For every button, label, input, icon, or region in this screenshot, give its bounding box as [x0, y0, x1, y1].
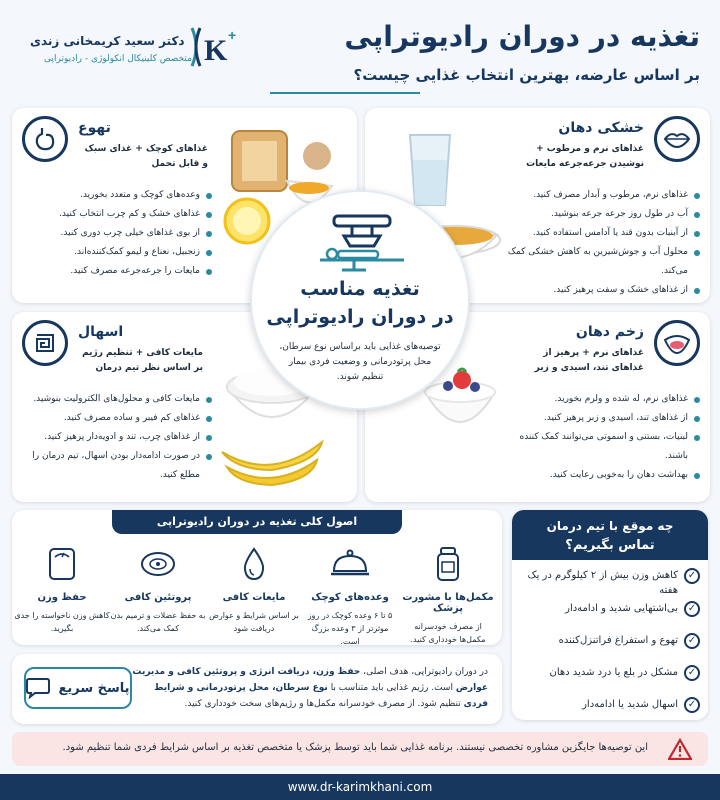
- card-list: [500, 390, 700, 485]
- list-item: غذاهای نرم، له شده و ولرم بخورید.: [500, 390, 700, 409]
- principle-desc: به حفظ عضلات و ترمیم بدن کمک می‌کند.: [110, 611, 206, 633]
- summary-highlight: نوع سرطان، محل پرتودرمانی و شرایط فردی: [154, 683, 488, 709]
- check-icon: ✓: [684, 697, 700, 713]
- header: [12, 10, 708, 90]
- principle-item: [14, 544, 110, 635]
- meal-cloche-icon: [302, 544, 398, 584]
- card-title: اسهال: [78, 324, 124, 340]
- card-list: [500, 186, 700, 300]
- quick-answer-button[interactable]: [24, 667, 132, 709]
- list-item: از غذاهای تند، اسیدی و زبر پرهیز کنید.: [500, 409, 700, 428]
- summary-panel: [12, 654, 502, 724]
- list-item: لبنیات، بستنی و اسموتی می‌توانند کمک کننده باشند.: [500, 428, 700, 466]
- principle-item: [206, 544, 302, 635]
- check-icon: ✓: [684, 568, 700, 584]
- card-list: [22, 390, 212, 485]
- center-title: [252, 275, 468, 331]
- chat-bubble-icon: [26, 677, 50, 699]
- contact-list: [512, 568, 708, 720]
- summary-part: تنظیم شود. از مصرف خودسرانه مکمل‌ها و رژیم‌های سخت خودداری کنید.: [184, 699, 461, 709]
- contact-item: [512, 601, 708, 630]
- check-icon: ✓: [684, 601, 700, 617]
- contact-item-text: بی‌اشتهایی شدید و ادامه‌دار: [565, 603, 678, 614]
- supplement-bottle-icon: [400, 544, 496, 584]
- list-item: وعده‌های کوچک و متعدد بخورید.: [22, 186, 212, 205]
- principle-item: [302, 544, 398, 648]
- card-title: خشکی دهان: [558, 120, 644, 136]
- list-item: غذاهای خشک و کم چرب انتخاب کنید.: [22, 205, 212, 224]
- contact-title-line1: چه موقع با تیم درمان: [546, 519, 674, 533]
- summary-highlight: حفظ وزن، دریافت انرژی و پروتئین کافی و مدیریت عوارض: [132, 667, 488, 693]
- principle-title: مایعات کافی: [222, 592, 286, 603]
- principles-panel: [12, 510, 502, 645]
- principles-title: اصول کلی تغذیه در دوران رادیوتراپی: [112, 510, 402, 534]
- principle-desc: ۵ تا ۶ وعده کوچک در روز موثرتر از ۳ وعده بزرگ است.: [307, 611, 393, 646]
- principle-title: حفظ وزن: [37, 592, 87, 603]
- check-icon: ✓: [684, 665, 700, 681]
- warning-triangle-icon: [668, 738, 692, 760]
- principle-desc: از مصرف خودسرانه مکمل‌ها خودداری کنید.: [410, 622, 486, 644]
- card-subtitle: مایعات کافی + تنظیم رژیم بر اساس نظر تیم درمان: [82, 348, 203, 373]
- intestine-icon: [22, 320, 68, 366]
- card-title: زخم دهان: [575, 324, 644, 340]
- list-item: بهداشت دهان را به‌خوبی رعایت کنید.: [500, 466, 700, 485]
- principle-desc: بر اساس شرایط و عوارض دریافت شود: [209, 611, 299, 633]
- center-title-line2: در دوران رادیوتراپی: [266, 306, 454, 328]
- principle-desc: کاهش وزن ناخواسته را جدی بگیرید.: [14, 611, 110, 633]
- svg-text:+: +: [228, 27, 237, 43]
- contact-panel: [512, 510, 708, 720]
- water-drop-icon: [206, 544, 302, 584]
- card-subtitle: غذاهای کوچک + غذای سبک و قابل تحمل: [84, 144, 208, 169]
- radiotherapy-machine-icon: [314, 214, 410, 272]
- list-item: از غذاهای خشک و سفت پرهیز کنید.: [500, 281, 700, 300]
- contact-item-text: تهوع و استفراغ فراتنزل‌کننده: [558, 635, 678, 646]
- open-mouth-icon: [654, 320, 700, 366]
- card-title: تهوع: [78, 120, 111, 136]
- list-item: در صورت ادامه‌دار بودن اسهال، تیم درمان را مطلع کنید.: [22, 447, 212, 485]
- list-item: زنجبیل، نعناع و لیمو کمک‌کننده‌اند.: [22, 243, 212, 262]
- contact-item-text: مشکل در بلع یا درد شدید دهان: [549, 667, 678, 678]
- center-description: توصیه‌های غذایی باید براساس نوع سرطان، محل پرتودرمانی و وضعیت فردی بیمار تنظیم شوند.: [279, 342, 441, 382]
- contact-title: [512, 510, 708, 560]
- warning-text: این توصیه‌ها جایگزین مشاوره تخصصی نیستند. برنامه غذایی شما باید توسط پزشک یا متخصص تغذیه بر اساس شرایط فردی شما تنظیم شود.: [62, 742, 648, 753]
- card-subtitle: غذاهای نرم و مرطوب + نوشیدن جرعه‌جرعه مایعات: [526, 144, 644, 169]
- protein-steak-icon: [110, 544, 206, 584]
- list-item: غذاهای کم فیبر و ساده مصرف کنید.: [22, 409, 212, 428]
- principle-item: [110, 544, 206, 635]
- contact-item: [512, 665, 708, 694]
- footer-website[interactable]: www.dr-karimkhani.com: [0, 774, 720, 800]
- list-item: غذاهای نرم، مرطوب و آبدار مصرف کنید.: [500, 186, 700, 205]
- center-title-line1: تغذیه مناسب: [300, 278, 420, 300]
- stomach-icon: [22, 116, 68, 162]
- contact-item-text: اسهال شدید یا ادامه‌دار: [582, 699, 678, 710]
- check-icon: ✓: [684, 633, 700, 649]
- principle-item: [400, 544, 496, 646]
- card-list: [22, 186, 212, 281]
- principle-title: وعده‌های کوچک: [311, 592, 389, 603]
- center-circle: [250, 190, 470, 410]
- doctor-specialty: متخصص کلینیکال انکولوژی - رادیوتراپی: [44, 54, 192, 64]
- contact-title-line2: تماس بگیریم؟: [565, 538, 655, 553]
- lips-icon: [654, 116, 700, 162]
- card-subtitle: غذاهای نرم + پرهیز از غذاهای تند، اسیدی و زبر: [534, 348, 644, 373]
- summary-part: است. رژیم غذایی باید متناسب با: [330, 683, 453, 693]
- contact-item: [512, 633, 708, 662]
- subtitle-underline: [270, 92, 420, 94]
- contact-item: [512, 568, 708, 598]
- list-item: از آبنبات بدون قند یا آدامس استفاده کنید.: [500, 224, 700, 243]
- principle-title: پروتئین کافی: [124, 592, 192, 603]
- scale-icon: [14, 544, 110, 584]
- principle-title: مکمل‌ها با مشورت پزشک: [402, 592, 494, 614]
- svg-text:K: K: [204, 34, 228, 67]
- doctor-name: دکتر سعید کریمخانی زندی: [30, 34, 185, 48]
- contact-item-text: کاهش وزن بیش از ۲ کیلوگرم در یک هفته: [527, 570, 678, 596]
- list-item: آب در طول روز جرعه جرعه بنوشید.: [500, 205, 700, 224]
- warning-bar: [12, 732, 708, 766]
- list-item: مایعات را جرعه‌جرعه مصرف کنید.: [22, 262, 212, 281]
- contact-item: [512, 697, 708, 720]
- page-subtitle: بر اساس عارضه، بهترین انتخاب غذایی چیست؟: [353, 66, 700, 84]
- quick-answer-label: پاسخ سریع: [58, 680, 130, 696]
- list-item: مایعات کافی و محلول‌های الکترولیت بنوشید.: [22, 390, 212, 409]
- list-item: از غذاهای چرب، تند و ادویه‌دار پرهیز کنید.: [22, 428, 212, 447]
- list-item: از بوی غذاهای خیلی چرب دوری کنید.: [22, 224, 212, 243]
- page-title: تغذیه در دوران رادیوتراپی: [344, 20, 700, 53]
- summary-part: در دوران رادیوتراپی، هدف اصلی،: [363, 667, 488, 677]
- summary-text: [128, 664, 488, 712]
- list-item: محلول آب و جوش‌شیرین به کاهش خشکی کمک می‌کند.: [500, 243, 700, 281]
- clinic-logo-icon: [182, 22, 244, 72]
